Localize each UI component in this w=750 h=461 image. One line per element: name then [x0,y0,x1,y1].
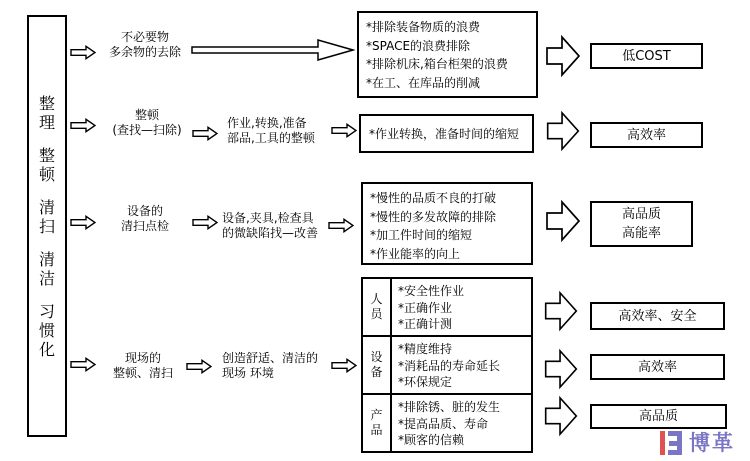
row3-action-text [222,211,318,241]
row4-result-box-personnel [590,302,725,330]
brand-logo-text: 博革 [689,431,735,455]
result-label: 低COST [622,48,671,64]
flow-arrow-icon [331,358,357,373]
text-line: *SPACE的浪费排除 [366,38,471,53]
text-line: 整理 [38,93,55,132]
result-label: 高效率 [637,359,677,375]
brand-logo [659,429,735,457]
text-line: *在工、在库品的削减 [366,75,481,90]
table-category-cell [363,279,392,335]
row1-effects-box [357,11,538,98]
text-line: 不必要物 [120,30,169,44]
row3-result-box [590,201,693,247]
row2-label [97,108,197,138]
text-line: 清扫点检 [120,219,169,233]
text-line: *精度维持 [398,342,453,356]
table-items-cell [392,279,531,335]
text-line: 设备的 [126,204,163,218]
table-row-product [363,393,531,451]
row4-result-box-equipment [590,354,725,380]
big-arrow-icon [543,347,579,391]
text-line: *排除装备物质的浪费 [366,20,481,34]
row4-label [95,351,191,381]
text-line: 现场的 [124,351,161,365]
table-items-cell [392,395,531,451]
big-arrow-icon [545,33,581,79]
text-line: 创造舒适、清洁的 [222,351,319,365]
text-line: *正确计测 [398,317,453,331]
text-line: *慢性的多发故障的排除 [370,209,497,224]
row1-result-box [590,43,703,69]
text-line: *排除机床,箱台柜架的浪费 [366,57,508,71]
category-label: 设备 [370,350,383,379]
big-arrow-icon [545,198,581,244]
text-line: 现场 环境 [222,366,274,380]
text-line: 清洁 [38,249,55,288]
result-label: 高品质 [638,409,678,424]
row2-result-box [590,122,703,148]
text-line: 部品,工具的整顿 [227,131,315,145]
row3-label [97,204,193,234]
text-line: *顾客的信赖 [398,433,465,447]
table-row-equipment [363,335,531,393]
text-line: *环保规定 [398,375,453,389]
flow-arrow-icon [70,357,96,372]
text-line: (查找—扫除) [112,123,182,137]
row4-category-table [361,277,533,453]
result-label: 高效率、安全 [618,308,697,324]
text-line: *作业转换，准备时间的缩短 [369,126,520,141]
text-line: *慢性的品质不良的打破 [370,191,497,205]
flow-arrow-icon [331,123,357,138]
text-line: 高品质 [621,207,661,222]
text-line: 作业,转换,准备 [227,116,307,130]
big-arrow-icon [543,394,579,438]
flow-arrow-icon [186,359,212,374]
five-s-pillar-box [27,15,67,437]
text-line: *提高品质、寿命 [398,416,489,431]
table-items-cell [392,337,531,393]
table-category-cell [363,337,392,393]
text-line: 习惯化 [38,301,55,359]
long-arrow-icon [190,36,355,64]
flow-arrow-icon [70,215,96,230]
text-line: *加工件时间的缩短 [370,228,473,242]
big-arrow-icon [545,109,581,153]
result-label: 高效率 [626,127,666,143]
row1-label [97,30,193,60]
text-line: 的微缺陷找—改善 [222,226,319,240]
text-line: 设备,夹具,检查具 [222,211,314,225]
brand-logo-icon [659,429,684,457]
text-line: 整顿、清扫 [112,366,173,380]
flow-arrow-icon [192,126,218,141]
flow-arrow-icon [70,45,96,60]
text-line: *排除锈、脏的发生 [398,400,501,414]
row2-effects-box [359,114,534,153]
text-line: *正确作业 [398,300,453,315]
row4-action-text [222,351,318,381]
text-line: 高能率 [621,226,661,241]
category-label: 人员 [370,292,383,321]
row4-result-box-product [590,404,727,429]
row3-effects-box [361,182,533,265]
row2-action-text [227,116,315,146]
text-line: 整顿 [38,145,55,184]
flow-arrow-icon [192,215,218,230]
flow-arrow-icon [70,118,96,133]
big-arrow-icon [543,289,579,333]
flow-arrow-icon [328,218,354,233]
text-line: 清扫 [38,197,55,236]
text-line: *作业能率的向上 [370,246,461,261]
category-label: 产品 [370,408,383,437]
table-category-cell [363,395,392,451]
text-line: 多余物的去除 [108,45,181,59]
text-line: *消耗品的寿命延长 [398,358,501,373]
table-row-personnel [363,279,531,335]
text-line: *安全性作业 [398,284,465,298]
text-line: 整顿 [134,108,159,122]
